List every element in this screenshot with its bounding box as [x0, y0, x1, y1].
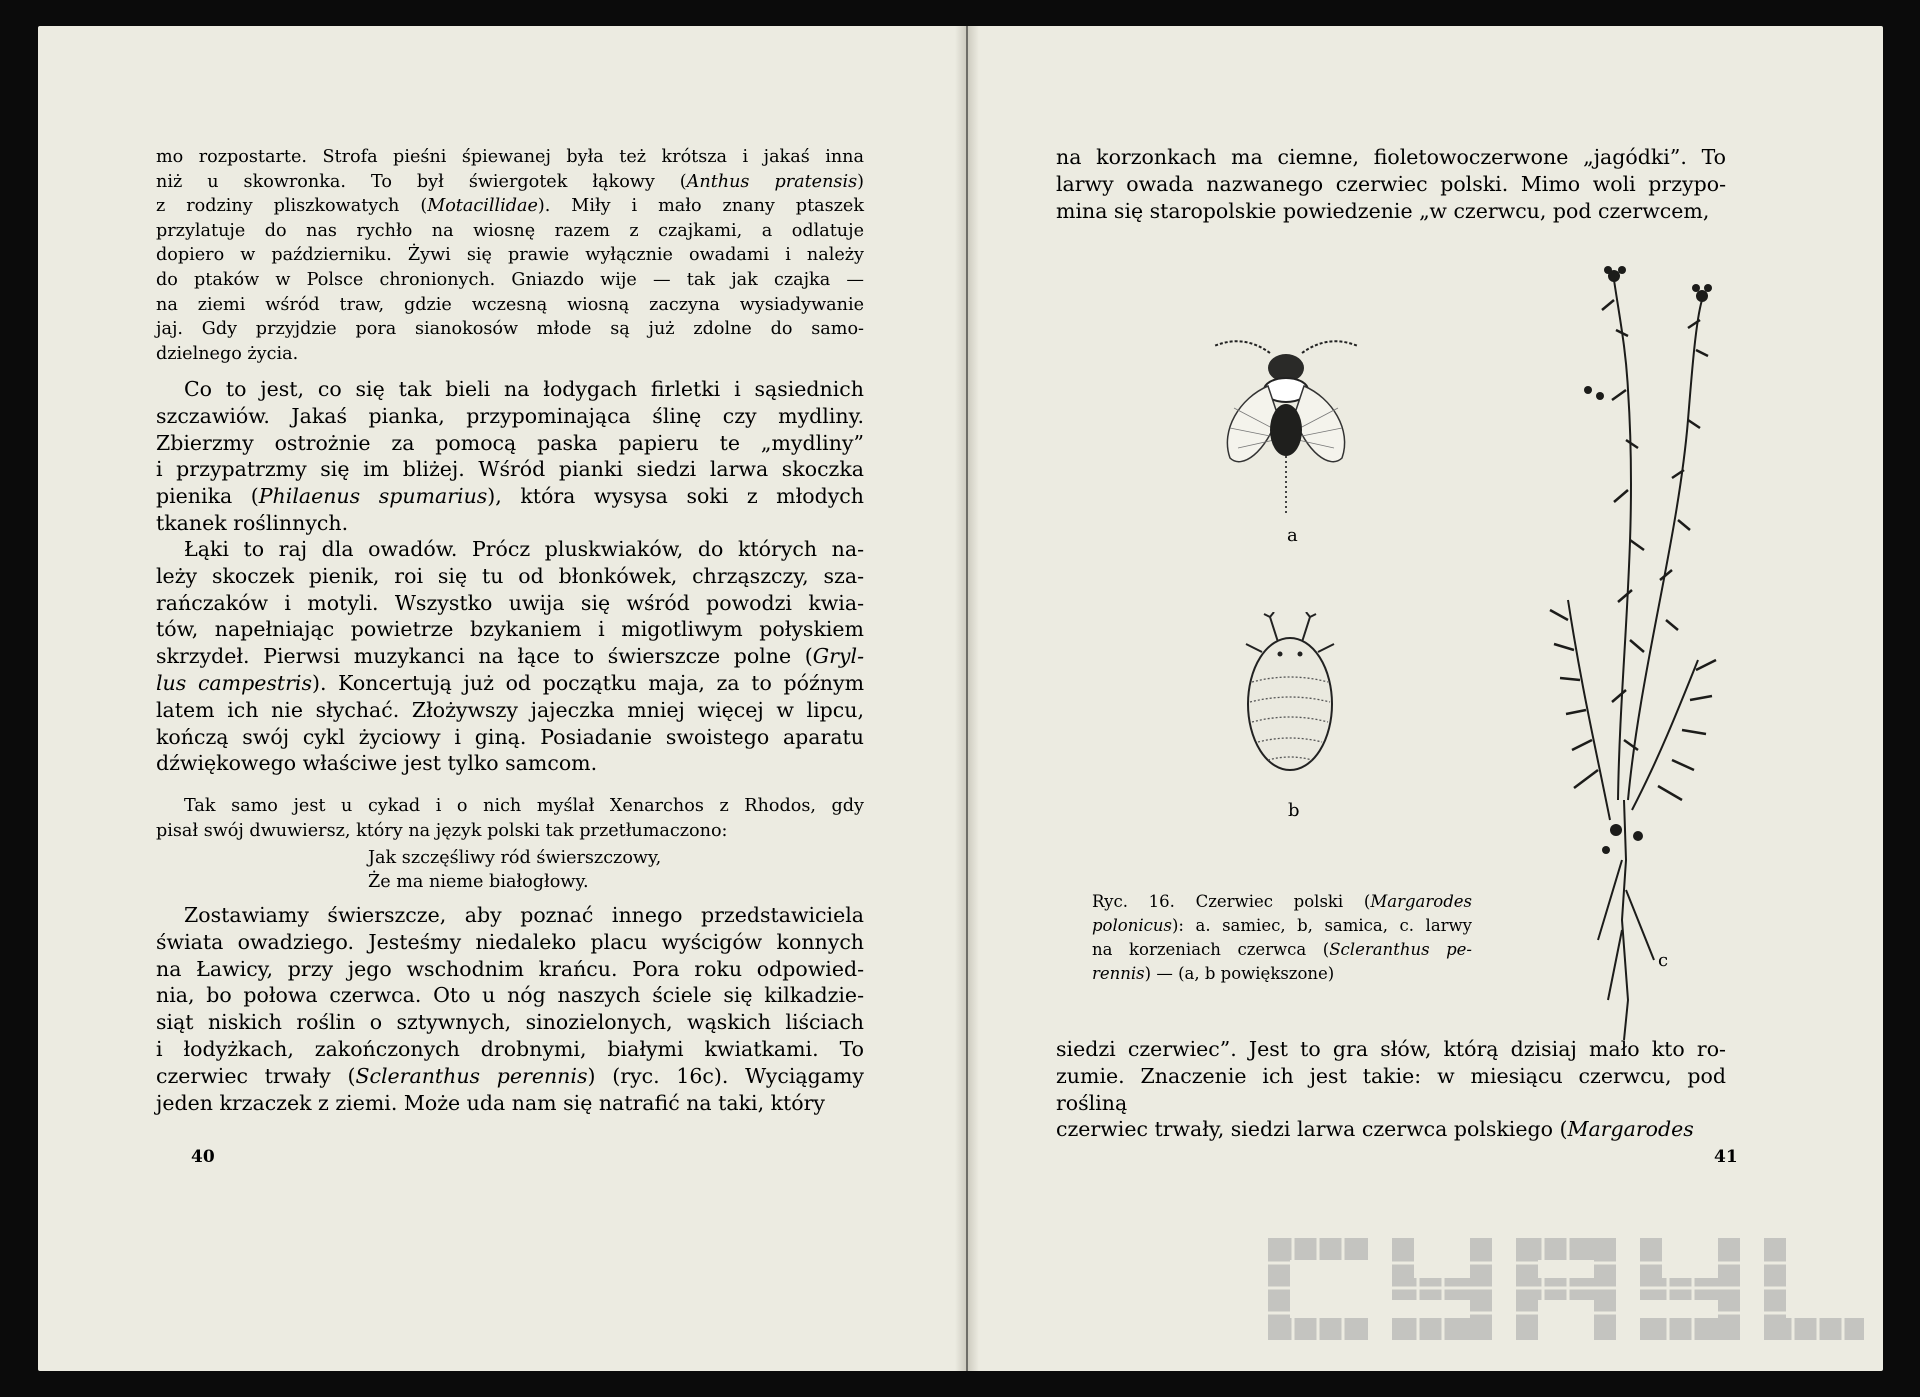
watermark-logo — [1268, 1238, 1878, 1340]
text-line — [1056, 1036, 1726, 1063]
text-segment: niż u skowronka. To był świergotek łąkowy ( — [156, 171, 687, 192]
text-segment: Tak samo jest u cykad i o nich myślał Xenarchos z Rhodos, gdy — [184, 796, 864, 816]
figure-male-insect — [1212, 318, 1360, 518]
page-number-right: 41 — [1714, 1147, 1738, 1167]
text-segment: mo rozpostarte. Strofa pieśni śpiewanej była też krótsza i jakaś inna — [156, 147, 864, 167]
text-line — [156, 794, 864, 819]
figure-label-c: c — [1658, 950, 1669, 971]
text-segment: tkanek roślinnych. — [156, 510, 349, 535]
paragraph-lines — [156, 536, 864, 777]
italic-segment: lus campestris — [156, 670, 312, 695]
text-line — [156, 902, 864, 929]
text-segment: pisał swój dwuwiersz, który na język polski tak przetłumaczono: — [156, 820, 728, 841]
text-segment: zumie. Znaczenie ich jest takie: w miesiącu czerwcu, pod rośliną — [1056, 1063, 1726, 1115]
text-line — [156, 403, 864, 430]
italic-segment: Philaenus spumarius — [258, 484, 488, 509]
text-segment: i łodyżkach, zakończonych drobnymi, białymi kwiatkami. To — [156, 1036, 864, 1061]
text-segment: siąt niskich roślin o sztywnych, sinozielonych, wąskich liściach — [156, 1010, 864, 1035]
text-line — [156, 536, 864, 563]
text-line — [1056, 1063, 1726, 1117]
text-segment: siedzi czerwiec”. Jest to gra słów, którą dzisiaj mało kto ro- — [1056, 1037, 1726, 1061]
text-line — [156, 1063, 864, 1090]
text-segment: ) — [857, 171, 864, 192]
text-line — [1056, 198, 1726, 225]
verse-line: Jak szczęśliwy ród świerszczowy, — [368, 848, 662, 868]
paragraph-4 — [156, 794, 864, 843]
text-segment: na korzeniach czerwca ( — [1092, 940, 1330, 959]
text-line — [156, 616, 864, 643]
paragraph-lines — [156, 794, 864, 843]
text-line — [156, 563, 864, 590]
text-segment: ), która wysysa soki z młodych — [487, 484, 864, 509]
text-segment: świata owadziego. Jesteśmy niedaleko placu wyścigów konnych — [156, 929, 864, 954]
text-line — [156, 483, 864, 510]
italic-segment: Margarodes — [1567, 1117, 1694, 1142]
text-segment: i przypatrzmy się im bliżej. Wśród pianki siedzi larwa skoczka — [156, 457, 864, 482]
text-line — [1092, 938, 1472, 962]
text-line — [156, 929, 864, 956]
text-segment: nia, bo połowa czerwca. Oto u nóg naszych ściele się kilkadzie- — [156, 983, 864, 1008]
italic-segment: Scleranthus perennis — [355, 1063, 588, 1088]
figure-caption — [1092, 890, 1472, 986]
text-segment: przylatuje do nas rychło na wiosnę razem z czajkami, a odlatuje — [156, 220, 864, 241]
text-line — [156, 1090, 864, 1117]
text-line — [156, 643, 864, 670]
text-segment: tów, napełniając powietrze bzykaniem i migotliwym połyskiem — [156, 617, 864, 642]
italic-segment: polonicus — [1092, 916, 1172, 935]
text-line — [156, 145, 864, 170]
italic-segment: rennis — [1092, 964, 1145, 983]
text-line — [156, 194, 864, 219]
italic-segment: Motacillidae — [427, 196, 538, 217]
figure-label-a: a — [1287, 525, 1298, 546]
text-segment: Co to jest, co się tak bieli na łodygach firletki i sąsiednich — [184, 377, 864, 401]
text-line — [156, 819, 864, 844]
text-line — [156, 317, 864, 342]
text-segment: pienika ( — [156, 484, 259, 509]
text-line — [156, 243, 864, 268]
text-segment: skrzydeł. Pierwsi muzykanci na łące to świerszcze polne ( — [156, 644, 813, 669]
text-line — [156, 724, 864, 751]
text-line — [156, 510, 864, 537]
text-line — [156, 697, 864, 724]
text-segment: ). Miły i mało znany ptaszek — [537, 196, 864, 217]
text-segment: z rodziny pliszkowatych ( — [156, 196, 428, 217]
paragraph-top — [1056, 144, 1726, 224]
text-segment: Zbierzmy ostrożnie za pomocą paska papieru te „mydliny” — [156, 430, 864, 455]
text-segment: ) (ryc. 16c). Wyciągamy — [587, 1063, 864, 1088]
figure-label-b: b — [1288, 800, 1300, 821]
text-segment: ): a. samiec, b, samica, c. larwy — [1171, 916, 1472, 935]
text-segment: ) — (a, b powiększone) — [1144, 964, 1335, 983]
figure-female-insect — [1240, 612, 1340, 782]
text-segment: kończą swój cykl życiowy i giną. Posiadanie swoistego aparatu — [156, 724, 864, 749]
text-segment: szczawiów. Jakaś pianka, przypominająca ślinę czy mydliny. — [156, 403, 864, 428]
text-segment: dopiero w październiku. Żywi się prawie wyłącznie owadami i należy — [156, 245, 864, 266]
text-segment: czerwiec trwały, siedzi larwa czerwca polskiego ( — [1056, 1117, 1568, 1142]
text-segment: na ziemi wśród traw, gdzie wczesną wiosną zaczyna wysiadywanie — [156, 294, 864, 315]
caption-lines — [1092, 890, 1472, 986]
text-segment: jeden krzaczek z ziemi. Może uda nam się natrafić na taki, który — [156, 1090, 825, 1115]
text-line — [156, 750, 864, 777]
text-line — [1092, 962, 1472, 986]
text-segment: dźwiękowego właściwe jest tylko samcom. — [156, 751, 598, 776]
text-segment: rańczaków i motyli. Wszystko uwija się wśród powodzi kwia- — [156, 590, 864, 615]
text-segment: na Ławicy, przy jego wschodnim krańcu. Pora roku odpowied- — [156, 956, 864, 981]
paragraph-bottom — [1056, 1036, 1726, 1143]
italic-segment: Gryl- — [812, 644, 864, 669]
text-line — [1056, 1116, 1726, 1143]
text-segment: czerwiec trwały ( — [156, 1063, 356, 1088]
paragraph-2 — [156, 376, 864, 537]
text-line — [156, 456, 864, 483]
text-segment: jaj. Gdy przyjdzie pora sianokosów młode są już zdolne do samo- — [156, 319, 864, 340]
paragraph-lines — [156, 902, 864, 1116]
text-line — [156, 1036, 864, 1063]
text-line — [1092, 914, 1472, 938]
text-segment: latem ich nie słychać. Złożywszy jajeczka mniej więcej w lipcu, — [156, 697, 864, 722]
italic-segment: Anthus pratensis — [686, 171, 858, 192]
text-line — [156, 1009, 864, 1036]
text-segment: na korzonkach ma ciemne, fioletowoczerwone „jagódki”. To — [1056, 145, 1726, 169]
text-line — [156, 670, 864, 697]
text-segment: dzielnego życia. — [156, 343, 299, 364]
text-line — [156, 376, 864, 403]
text-segment: do ptaków w Polsce chronionych. Gniazdo wije — tak jak czajka — — [156, 269, 864, 290]
paragraph-lines — [1056, 144, 1726, 224]
text-line — [156, 293, 864, 318]
paragraph-lines — [1056, 1036, 1726, 1143]
text-line — [156, 219, 864, 244]
verse — [368, 846, 661, 894]
text-segment: Zostawiamy świerszcze, aby poznać innego przedstawiciela — [184, 903, 864, 927]
figure-plant-scleranthus — [1528, 240, 1748, 1040]
text-segment: mina się staropolskie powiedzenie „w czerwcu, pod czerwcem, — [1056, 198, 1710, 223]
verse-line: Że ma nieme białogłowy. — [368, 872, 589, 892]
book-gutter — [955, 26, 979, 1371]
text-line — [156, 342, 864, 367]
paragraph-lines — [156, 376, 864, 537]
paragraph-lines — [156, 145, 864, 366]
text-segment: Ryc. 16. Czerwiec polski ( — [1092, 892, 1371, 911]
text-line — [1092, 890, 1472, 914]
paragraph-3 — [156, 536, 864, 777]
text-segment: Łąki to raj dla owadów. Prócz pluskwiaków, do których na- — [184, 537, 864, 561]
text-line — [156, 590, 864, 617]
text-line — [156, 956, 864, 983]
text-segment: ). Koncertują już od początku maja, za to późnym — [311, 670, 865, 695]
text-line — [156, 430, 864, 457]
paragraph-1 — [156, 145, 864, 366]
text-segment: leży skoczek pienik, roi się tu od błonkówek, chrząszczy, sza- — [156, 563, 864, 588]
text-line — [156, 170, 864, 195]
italic-segment: Scleranthus pe- — [1329, 940, 1472, 959]
text-line — [1056, 144, 1726, 171]
text-line — [156, 982, 864, 1009]
paragraph-5 — [156, 902, 864, 1116]
italic-segment: Margarodes — [1370, 892, 1472, 911]
text-line — [156, 268, 864, 293]
text-line — [1056, 171, 1726, 198]
page-number-left: 40 — [191, 1147, 215, 1167]
text-segment: larwy owada nazwanego czerwiec polski. Mimo woli przypo- — [1056, 171, 1726, 196]
